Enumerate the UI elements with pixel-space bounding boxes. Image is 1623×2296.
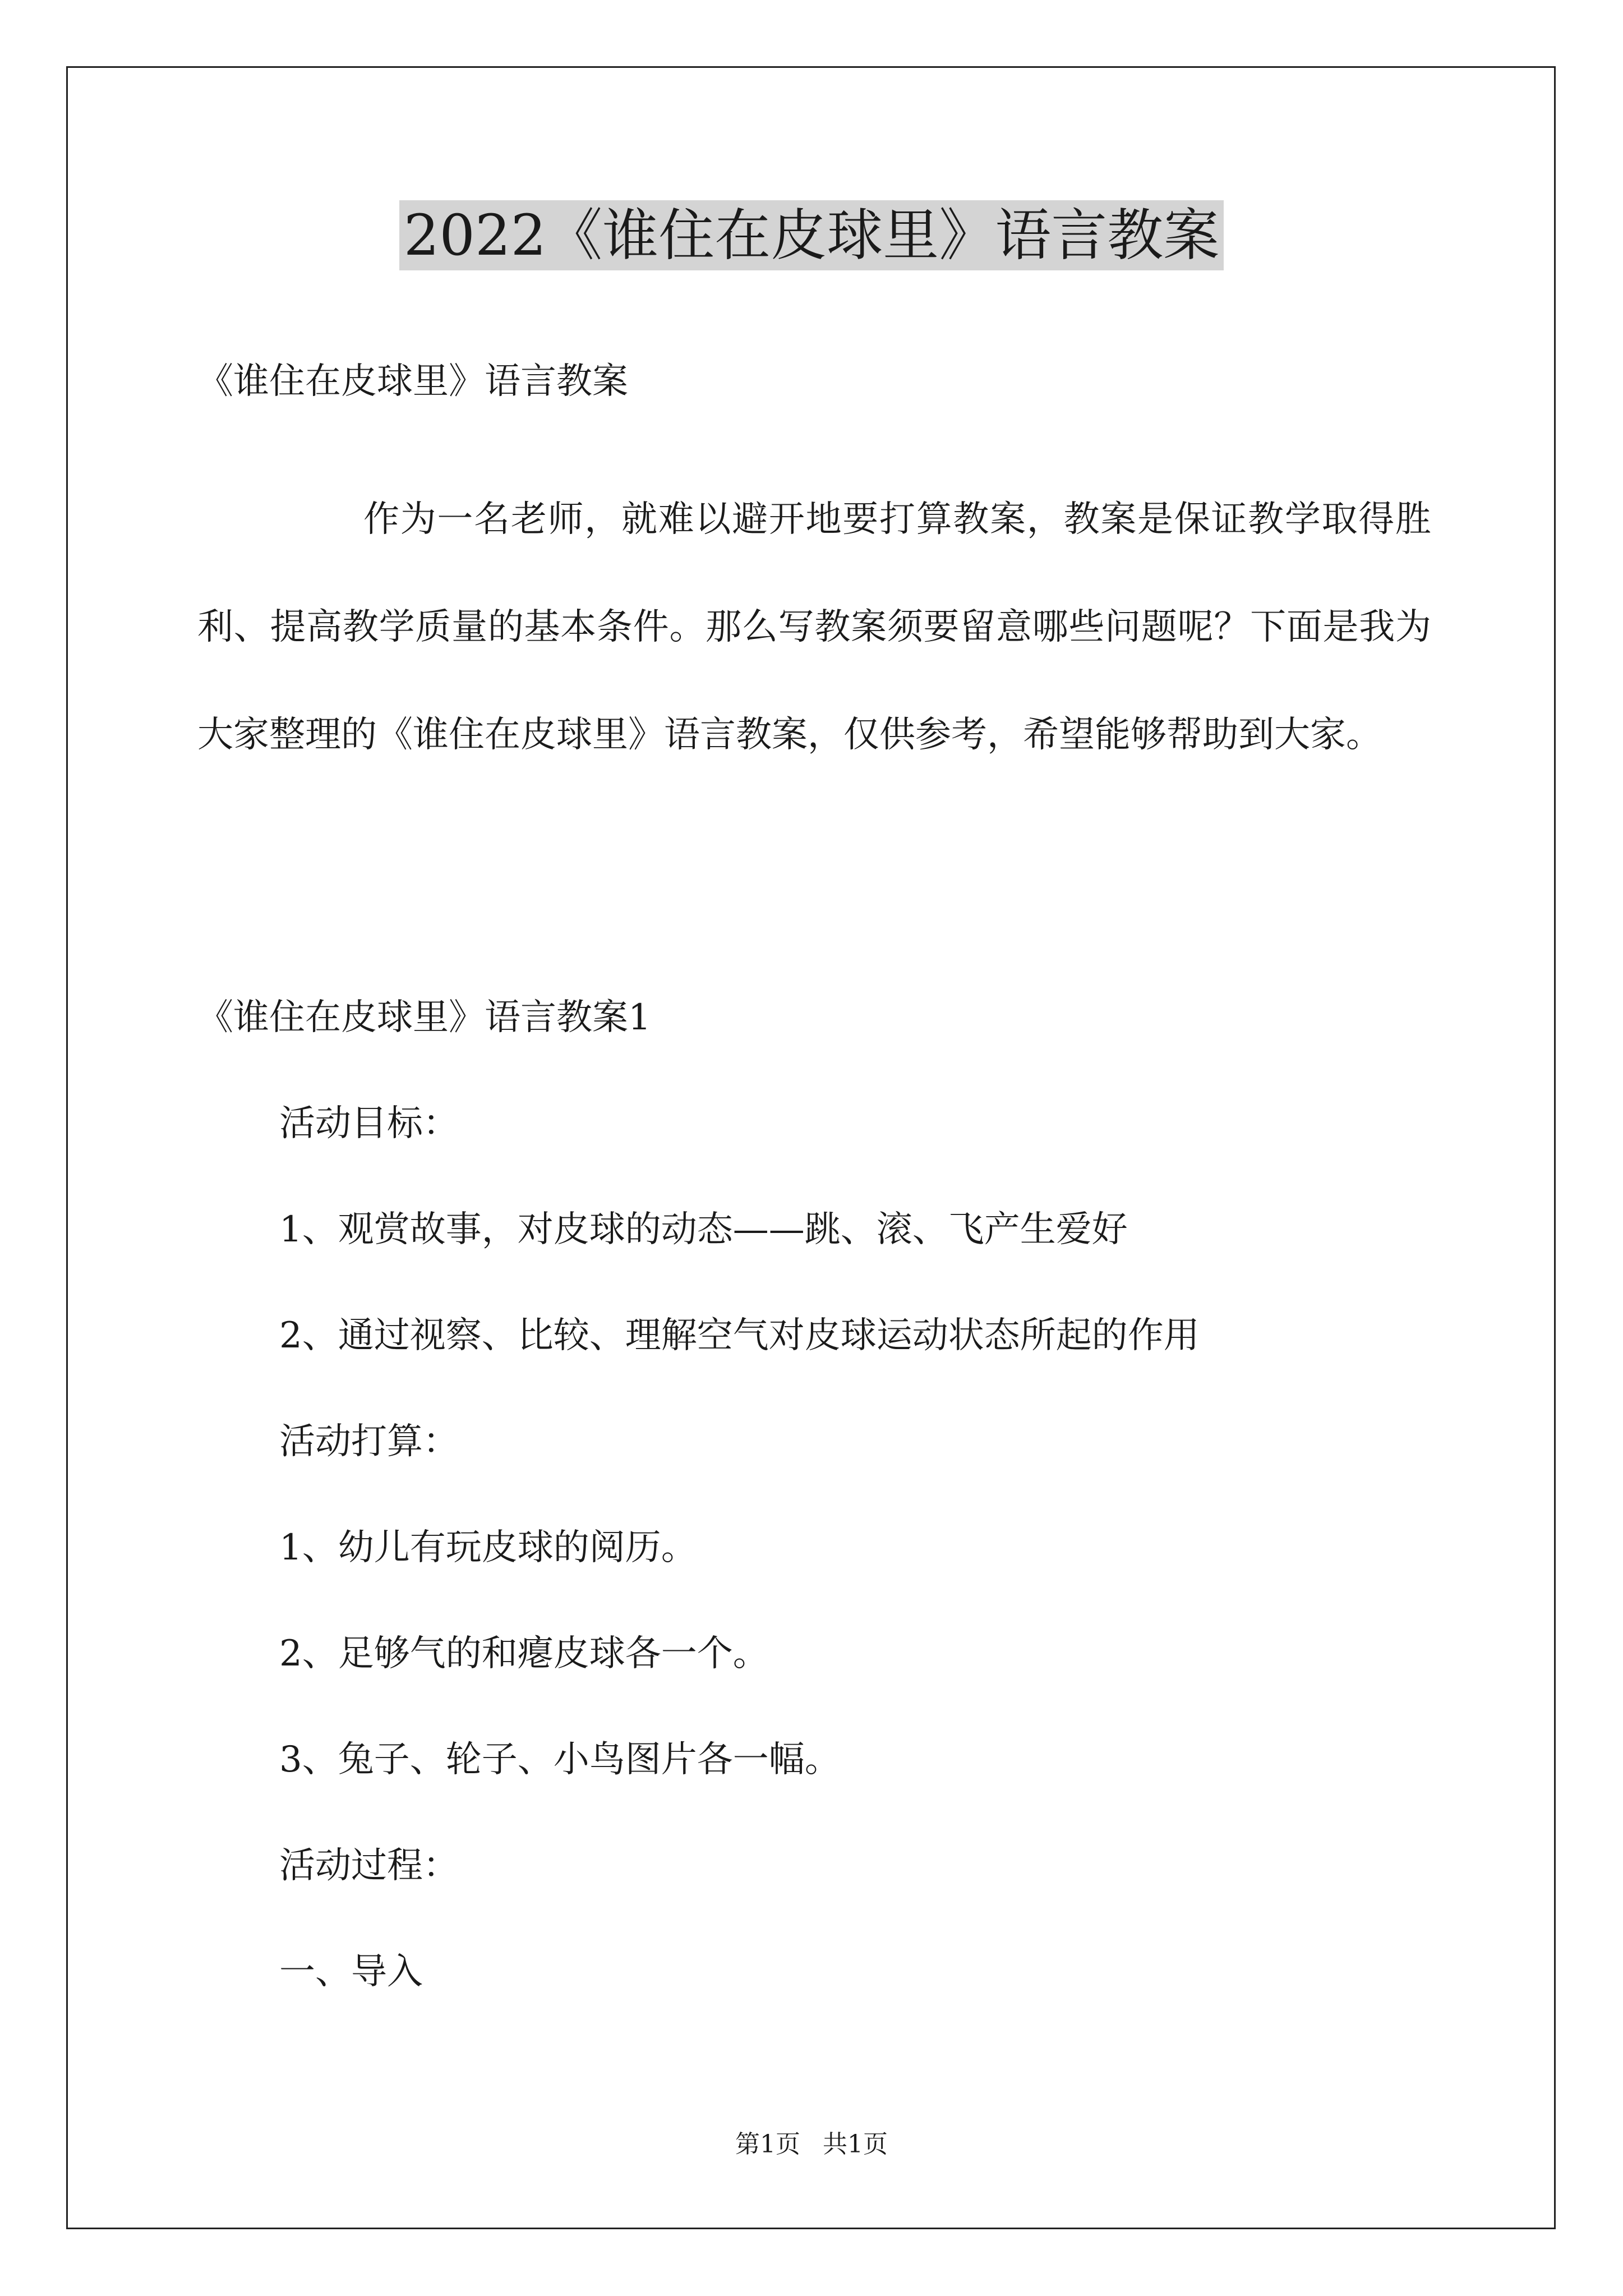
content-line: 1、幼儿有玩皮球的阅历。 xyxy=(279,1527,697,1568)
page-footer xyxy=(0,2128,1623,2161)
content-line: 活动过程： xyxy=(279,1845,459,1887)
document-title-text: 2022《谁住在皮球里》语言教案 xyxy=(399,200,1224,270)
content-line: 2、足够气的和瘪皮球各一个。 xyxy=(279,1633,769,1674)
page-total: 共1页 xyxy=(823,2130,888,2159)
content-line: 活动打算： xyxy=(279,1421,459,1462)
intro-paragraph: 作为一名老师，就难以避开地要打算教案，教案是保证教学取得胜利、提高教学质量的基本条件。那么写教案须要留意哪些问题呢？下面是我为大家整理的《谁住在皮球里》语言教案，仅供参考，希望能够帮助到大家。 xyxy=(197,499,1431,756)
content-line: 3、兔子、轮子、小鸟图片各一幅。 xyxy=(279,1739,841,1780)
content-line: 一、导入 xyxy=(279,1951,423,1993)
page-number: 第1页 xyxy=(735,2130,800,2159)
document-title xyxy=(0,199,1623,272)
content-line: 活动目标： xyxy=(279,1103,459,1144)
content-line: 1、观赏故事，对皮球的动态——跳、滚、飞产生爱好 xyxy=(279,1209,1128,1250)
section-heading: 《谁住在皮球里》语言教案1 xyxy=(197,997,651,1038)
content-line: 2、通过视察、比较、理解空气对皮球运动状态所起的作用 xyxy=(279,1315,1200,1356)
document-subtitle: 《谁住在皮球里》语言教案 xyxy=(197,361,628,402)
